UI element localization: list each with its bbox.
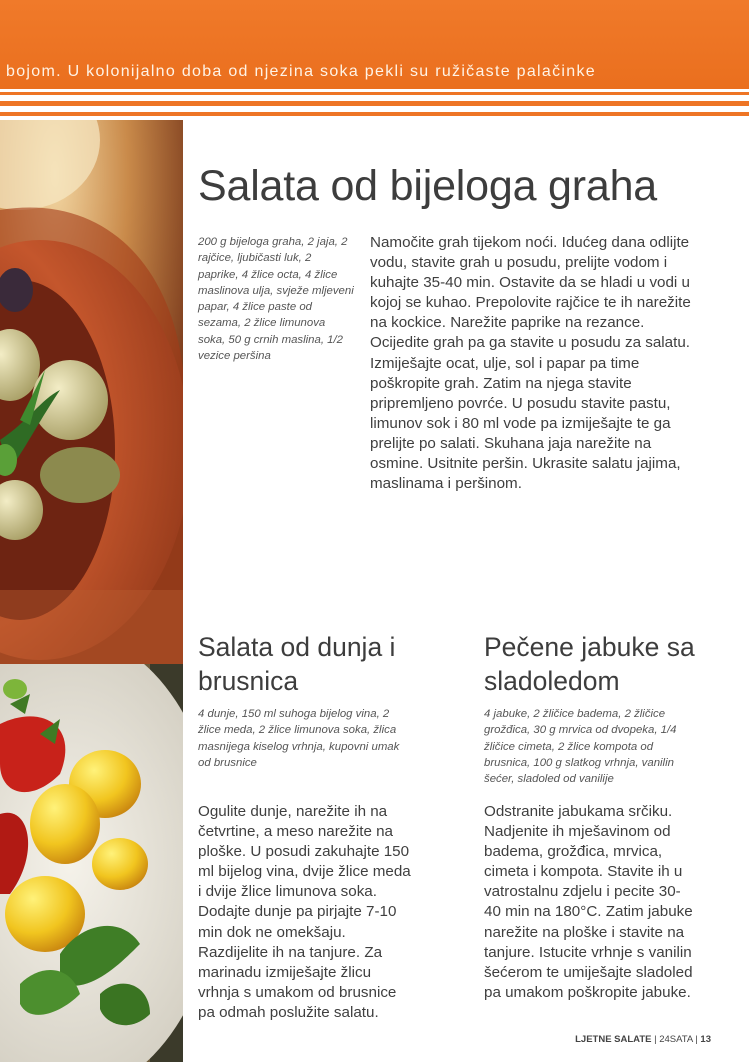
footer-separator: | xyxy=(695,1034,698,1045)
recipe-title: Salata od dunja i brusnica xyxy=(198,632,396,696)
header-stripe xyxy=(0,92,749,95)
header-stripe xyxy=(0,101,749,106)
recipe-title: Salata od bijeloga graha xyxy=(198,162,658,210)
recipe-instructions: Namočite grah tijekom noći. Idućeg dana odlijte vodu, stavite grah u posudu, prelijte vodom i kuhajte 35-40 min. Ostavite da se hladi u vodi u kojoj se kuhao. Prepolovite rajčice te ih narežite na kockice. Narežite paprike na rezance. Ocijedite grah pa ga stavite u posudu za salatu. Izmiješajte ocat, ulje, sol i papar pa time poškropite grah. Zatim na njega stavite pripremljeno povrće. U posudu stavite pastu, limunov sok i 80 ml vode pa izmiješajte te ga prelijte po salati. Skuhana jaja narežite na osmine. Usitnite peršin. Ukrasite salatu jajima, maslinama i peršinom. xyxy=(370,234,691,493)
recipe-ingredients: 200 g bijeloga graha, 2 jaja, 2 rajčice, ljubičasti luk, 2 paprike, 4 žlice octa, 4 žlice maslinova ulja, svježe mljeveni papar, 4 žlice paste od sezama, 2 žlice limunova soka, 50 g crnih maslina, 1/2 vezice peršina xyxy=(198,236,354,363)
recipe-title: Pečene jabuke sa sladoledom xyxy=(484,632,695,696)
recipe-instructions: Odstranite jabukama srčiku. Nadjenite ih mješavinom od bademа, grožđica, mrvica, cimeta i kompota. Stavite ih u vatrostalnu zdjelu i pecite 30-40 min na 180°C. Zatim jabuke narežite na ploške i stavite na tanjure. Istucite vrhnje s vanilin šećerom te umiješajte sladoled pa umakom poškropite jabuke. xyxy=(484,803,693,1001)
banner-text: bojom. U kolonijalno doba od njezina soka pekli su ružičaste palačinke xyxy=(6,63,596,80)
footer-separator: | xyxy=(654,1034,657,1045)
quince-salad-photo xyxy=(0,664,183,1062)
header-stripe xyxy=(0,112,749,116)
page-number: 13 xyxy=(700,1034,711,1045)
recipe-ingredients: 4 jabuke, 2 žličice badema, 2 žličice grožđica, 30 g mrvica od dvopeka, 1/4 žličice cimeta, 2 žlice kompota od brusnica, 100 g slatkog vrhnja, vanilin šećer, sladoled od vanilije xyxy=(484,708,677,786)
footer-publication: 24SATA xyxy=(659,1034,693,1045)
recipe-ingredients: 4 dunje, 150 ml suhoga bijelog vina, 2 žlice meda, 2 žlice limunova soka, žlica masnijega kiselog vrhnja, kupovni umak od brusnice xyxy=(198,708,400,769)
page-footer xyxy=(575,1034,711,1045)
recipe-instructions: Ogulite dunje, narežite ih na četvrtine, a meso narežite na ploške. U posudi zakuhajte 150 ml bijelog vina, dvije žlice meda i dvije žlice limunova soka. Dodajte dunje pa pirjajte 7-10 min dok ne omekšaju. Razdijelite ih na tanjure. Za marinadu izmiješajte žlicu vrhnja s umakom od brusnice pa odmah poslužite salatu. xyxy=(198,803,411,1021)
bean-salad-photo xyxy=(0,120,183,664)
footer-section: LJETNE SALATE xyxy=(575,1034,652,1045)
